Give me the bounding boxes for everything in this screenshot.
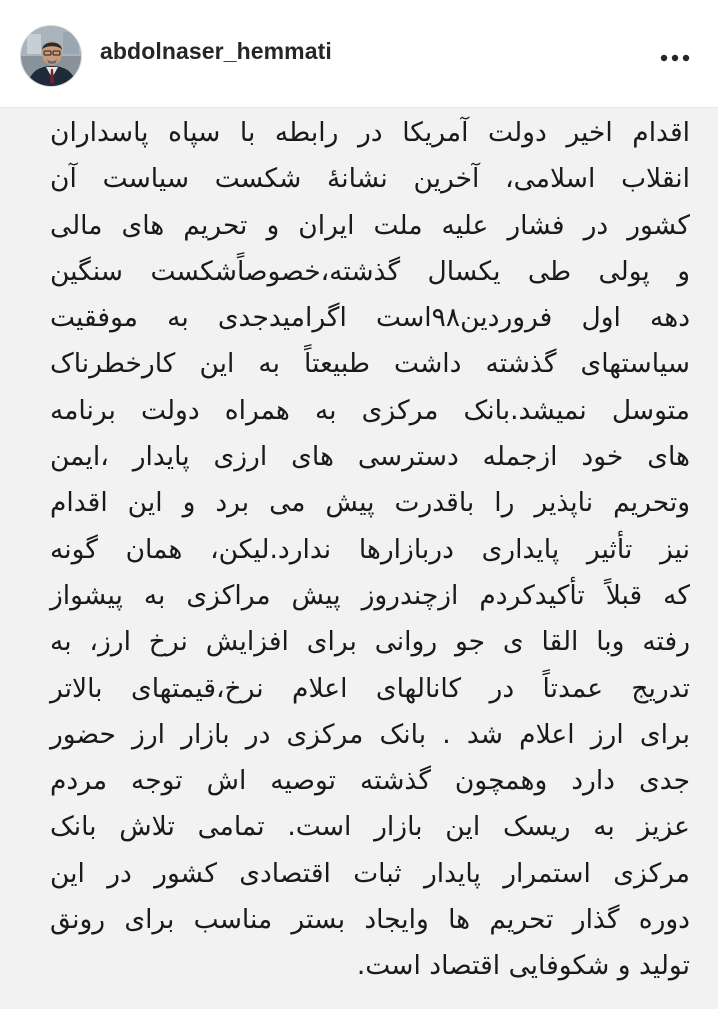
post-text-line: نیز تأثیر پایداری دربازارها ندارد.لیکن، همان گونه bbox=[50, 533, 690, 565]
username[interactable]: abdolnaser_hemmati bbox=[100, 38, 332, 64]
post-text-line: های خود ازجمله دسترسی های ارزی پایدار ،ایمن bbox=[50, 441, 690, 473]
post-text-line: مرکزی استمرار پایدار ثبات اقتصادی کشور در این bbox=[50, 857, 690, 889]
post-text-line: عزیز به ریسک این بازار است. تمامی تلاش بانک bbox=[50, 811, 690, 843]
post-text-line: سیاستهای گذشته داشت طبیعتاً به این کارخطرناک bbox=[50, 348, 690, 380]
post-text bbox=[50, 110, 690, 990]
post-text-line: وتحریم ناپذیر را باقدرت پیش می برد و این اقدام bbox=[50, 487, 690, 519]
post-text-line: برای ارز اعلام شد . بانک مرکزی در بازار ارز حضور bbox=[50, 718, 690, 750]
avatar[interactable] bbox=[20, 25, 82, 87]
post-text-line: دوره گذار تحریم ها وایجاد بستر مناسب برای رونق bbox=[50, 904, 690, 936]
post-text-line: رفته وبا القا ی جو روانی برای افزایش نرخ ارز، به bbox=[50, 626, 690, 658]
post-text-line: و پولی طی یکسال گذشته،خصوصاًشکست سنگین bbox=[50, 255, 690, 287]
post-text-line: انقلاب اسلامی، آخرین نشانهٔ شکست سیاست آن bbox=[50, 163, 690, 195]
post-image bbox=[0, 108, 718, 1009]
post-text-line: تدریج عمدتاً در کانالهای اعلام نرخ،قیمتهای بالاتر bbox=[50, 672, 690, 704]
post-text-line: که قبلاً تأکیدکردم ازچندروز پیش مراکزی به پیشواز bbox=[50, 579, 690, 611]
post-header bbox=[0, 0, 718, 108]
post-text-line: کشور در فشار علیه ملت ایران و تحریم های مالی bbox=[50, 209, 690, 241]
post-text-line: اقدام اخیر دولت آمریکا در رابطه با سپاه پاسداران bbox=[50, 117, 690, 148]
post-text-line: تولید و شکوفایی اقتصاد است. bbox=[356, 950, 690, 982]
post-text-line: جدی دارد وهمچون گذشته توصیه اش توجه مردم bbox=[50, 765, 690, 797]
more-options-button[interactable] bbox=[655, 46, 695, 70]
post-text-line: متوسل نمیشد.بانک مرکزی به همراه دولت برنامه bbox=[50, 394, 690, 426]
profile-photo-icon bbox=[21, 26, 82, 87]
more-options-icon bbox=[655, 46, 695, 70]
post-text-line: دهه اول فروردین۹۸است اگرامیدجدی به موفقیت bbox=[50, 302, 690, 334]
